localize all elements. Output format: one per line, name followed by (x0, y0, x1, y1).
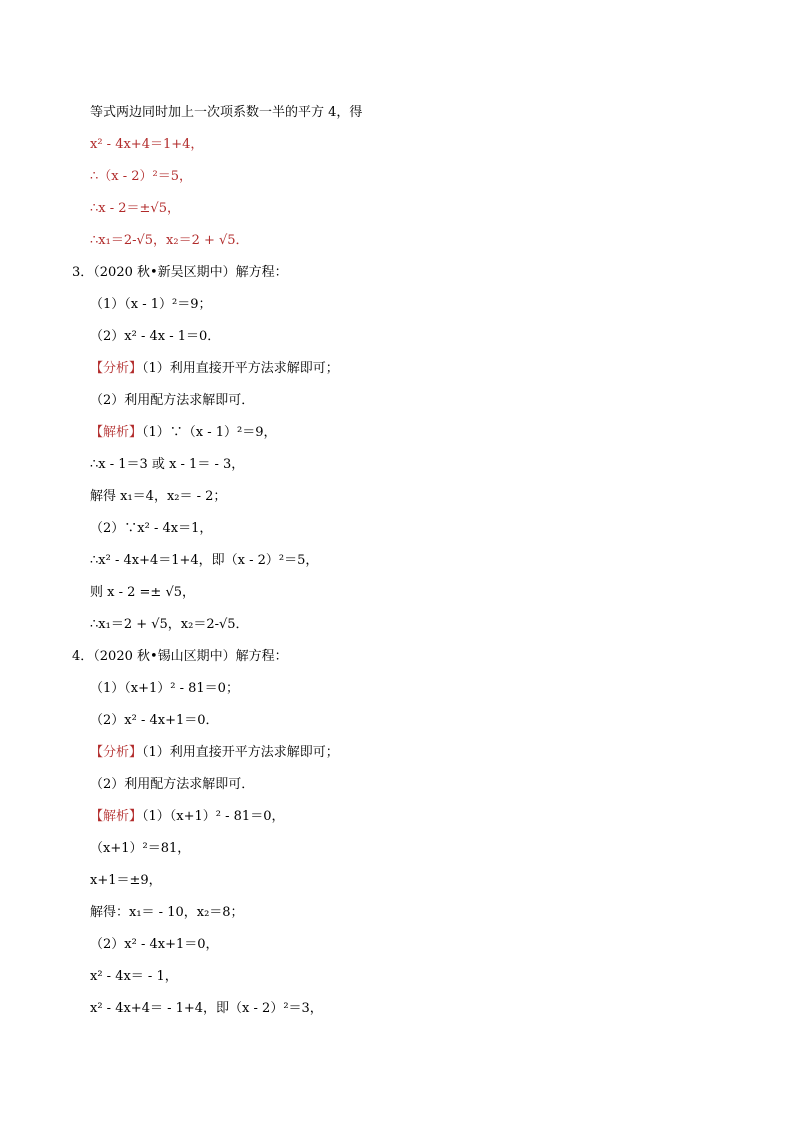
solution-tag: 【解析】 (90, 425, 143, 440)
text-line: x² - 4x＝ - 1， (90, 969, 178, 984)
analysis-tag: 【分析】 (90, 745, 143, 760)
analysis-text: （1）利用直接开平方法求解即可； (142, 361, 339, 376)
analysis-text: （1）利用直接开平方法求解即可； (142, 745, 339, 760)
text-line: ∴x₁＝2 + √5，x₂＝2-√5． (90, 617, 249, 632)
text-line: ∴x - 2＝±√5， (90, 201, 180, 216)
text-line: ∴x² - 4x+4＝1+4，即（x - 2）²＝5， (90, 553, 319, 568)
question-heading: 3．（2020 秋•新吴区期中）解方程： (72, 265, 288, 280)
text-line: （2）利用配方法求解即可． (90, 393, 255, 408)
analysis-tag: 【分析】 (90, 361, 143, 376)
text-line: ∴（x - 2）²＝5， (90, 169, 193, 184)
text-line: 等式两边同时加上一次项系数一半的平方 4，得 (90, 105, 363, 120)
analysis-line (90, 744, 339, 762)
text-line: ∴x₁＝2-√5，x₂＝2 + √5． (90, 233, 249, 248)
solution-tag: 【解析】 (90, 809, 143, 824)
text-line: 解得 x₁＝4，x₂＝ - 2； (90, 489, 227, 504)
text-line: （1）（x+1）² - 81＝0； (90, 681, 239, 696)
question-heading: 4．（2020 秋•锡山区期中）解方程： (72, 649, 288, 664)
text-line: x² - 4x+4＝1+4， (90, 137, 204, 152)
text-line: （2）x² - 4x+1＝0， (90, 937, 219, 952)
text-line: x+1＝±9， (90, 873, 162, 888)
text-line: （2）x² - 4x - 1＝0． (90, 329, 221, 344)
text-line: （2）∵x² - 4x＝1， (90, 521, 213, 536)
text-line: ∴x - 1＝3 或 x - 1＝ - 3， (90, 457, 245, 472)
solution-line (90, 424, 277, 442)
text-line: x² - 4x+4＝ - 1+4，即（x - 2）²＝3， (90, 1001, 323, 1016)
solution-line (90, 808, 284, 826)
analysis-line (90, 360, 339, 378)
text-line: （2）利用配方法求解即可． (90, 777, 255, 792)
text-line: （2）x² - 4x+1＝0． (90, 713, 219, 728)
text-line: （1）（x - 1）²＝9； (90, 297, 212, 312)
solution-text: （1）∵（x - 1）²＝9， (142, 425, 277, 440)
text-line: （x+1）²＝81， (90, 841, 191, 856)
solution-text: （1）（x+1）² - 81＝0， (142, 809, 285, 824)
text-line: 解得：x₁＝ - 10，x₂＝8； (90, 905, 244, 920)
text-line: 则 x - 2 =± √5， (90, 585, 195, 600)
